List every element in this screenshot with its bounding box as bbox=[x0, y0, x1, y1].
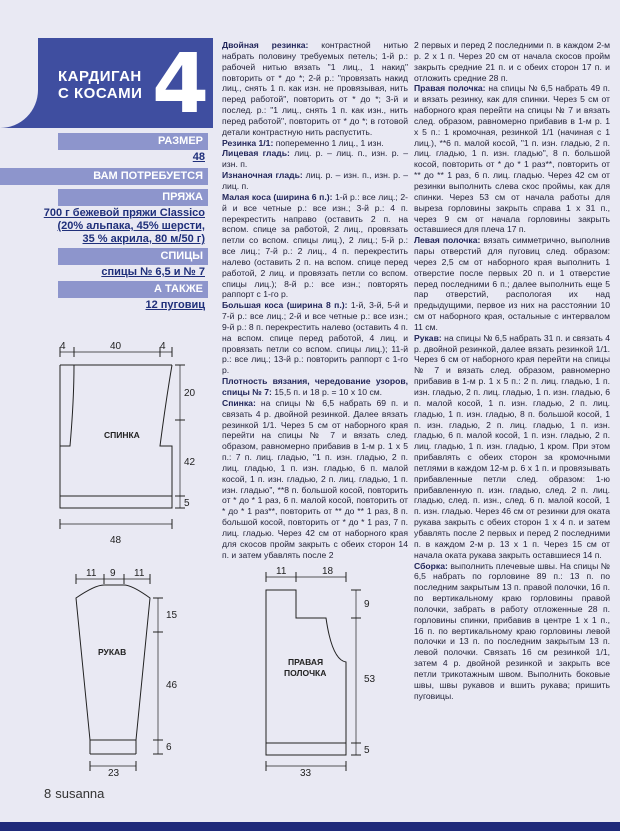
back-dim-top-left: 4 bbox=[60, 341, 66, 352]
back-dim-rib: 5 bbox=[184, 498, 190, 509]
yarn-line-2: (20% альпака, 45% шерсти, bbox=[57, 220, 205, 232]
front-dim-length: 53 bbox=[364, 674, 376, 685]
paragraph-big-cable: Большая коса (ширина 8 п.): 1-й, 3-й, 5-й и 7-й р.: все лиц.; 2-й и все четные р.: все изн.; 9-й р.: 8 п. перекрестить налево (оставить 4 п. на вспом. спице перед работой, 4 лиц. и провязать петли со вспом. спицы лиц.); 11-й р.: все лиц.; 13-й р.: повторить раппорт с 1-го р. bbox=[222, 300, 409, 376]
front-label-line-1: ПРАВАЯ bbox=[288, 657, 324, 667]
paragraph-gauge: Плотность вязания, чередование узоров, спицы № 7: 15,5 п. и 18 р. = 10 х 10 см. bbox=[222, 376, 408, 397]
front-dim-rib: 5 bbox=[364, 745, 370, 756]
yarn-line-1: 700 г бежевой пряжи Classico bbox=[43, 207, 205, 219]
title-banner bbox=[0, 38, 213, 128]
front-dim-top-right: 18 bbox=[322, 566, 334, 577]
sleeve-dim-length: 46 bbox=[166, 680, 178, 691]
back-dim-top-right: 4 bbox=[160, 341, 166, 352]
size-header: РАЗМЕР bbox=[58, 133, 208, 150]
sleeve-dim-top-right: 11 bbox=[134, 568, 145, 579]
magazine-brand: susanna bbox=[55, 786, 105, 801]
paragraph-back: Спинка: на спицы № 6,5 набрать 69 п. и связать 4 р. двойной резинкой. Далее вязать резинкой 1/1. Через 5 см от наборного края перейти на спицы № 7 и вязать след. образом, равномерно прибавив в 1-м р. 1 х 5 п.: 7 п. лиц. гладью, "1 п. изн. гладью, 2 п. лиц. гладью, 1 п. изн. гладью, 6 п. малой косой, 1 п. изн. гладью, 2 п. лиц. гладью, 1 п. изн. гладью", **8 п. большой косой, повторить от * до * 1 раз, 6 п. малой косой, повторить от * до * 1 раз**, повторить от ** до ** 1 раз, 8 п. большой косой, повторить от * до * 1 раз, 7 п. лиц. гладью. Через 42 см от наборного края для скосов пройм закрыть с обеих сторон 14 п. и затем убавлять после 2 bbox=[222, 397, 408, 560]
front-label-line-2: ПОЛОЧКА bbox=[284, 668, 327, 678]
title-line-2: С КОСАМИ bbox=[58, 85, 143, 102]
paragraph-stockinette: Лицевая гладь: лиц. р. – лиц. п., изн. р. – изн. п. bbox=[222, 148, 409, 170]
sleeve-outline bbox=[76, 585, 150, 740]
paragraph-sleeve: Рукав: на спицы № 6,5 набрать 31 п. и связать 4 р. двойной резинкой, далее вязать резинкой 1/1. Через 6 см от наборного края перейти на спицы № 7 и вязать след. образом, равномерно прибавив в 1-м р. 1 х 5 п.: 2 п. лиц. гладью, 1 п. изн. гладью, 2 п. лиц. гладью, 1 п. изн. гладью, 6 п. малой косой, 1 п. изн. гладью, 2 п. лиц. гладью, 1 п. изн. гладью, 8 п. большой косой, 1 п. изн. гладью, 2 п. лиц. гладью, 1 п. изн. гладью, 6 п. малой косой, 1 п. изн. гладью, 2 п. лиц. гладью, 1 п. изн. гладью, 1 кром. При этом прибавлять с обеих сторон за кромочными петлями в каждом 12-м р. 6 х 1 п. и провязывать прибавленные петли след. образом: 1-ю прибавленную п. изн. гладью, след. 2 п. лиц. гладью, след. п. изн., след. 6 п. малой косой, 1 п. изн. гладью. Через 46 см от резинки для оката рукава закрыть с обеих сторон 1 х 4 п. и затем убавлять после 2 первых и перед 2 последними п. в каждом 2-м р. 13 х 1 п. Через 15 см от начала оката рукава закрыть оставшиеся 14 п. bbox=[414, 332, 610, 560]
instructions-column-1 bbox=[222, 40, 408, 561]
back-dim-armhole: 20 bbox=[184, 388, 196, 399]
front-dim-top-left: 11 bbox=[276, 566, 287, 577]
paragraph-rib-1x1: Резинка 1/1: попеременно 1 лиц., 1 изн. bbox=[222, 137, 384, 148]
paragraph-left-front: Левая полочка: вязать симметрично, выполнив пары отверстий для пуговиц след. образом: через 2,5 см от наборного края выполнить 1 отверстие после первых 20 п. и 1 отверстие перед последними 6 п.; далее выполнить еще 5 пар отверстий, распологая их над предыдущими, первое из них на расстоянии 10 см от наборного края, остальные с интервалом 11 см. bbox=[414, 235, 610, 332]
sleeve-dim-top-left: 11 bbox=[86, 568, 97, 579]
project-number: 4 bbox=[152, 38, 210, 128]
page-title bbox=[58, 68, 142, 102]
sleeve-dim-cap: 15 bbox=[166, 610, 178, 621]
paragraph-small-cable: Малая коса (ширина 6 п.): 1-й р.: все лиц.; 2-й и все четные р.: все изн.; 3-й р.: 4 п. перекрестить направо (оставить 2 п. на вспом. спице за работой, 2 лиц., провязать петли со вспом. спицы лиц.), 2 лиц.; 5-й р.: все лиц.; 7-й р.: 2 лиц., 4 п. перекрестить налево (оставить 2 п. на вспом. спице перед работой, 2 лиц. и провязать петли со вспом. спицы лиц.); 8-й р.: все изн.; повторять раппорт с 1-го р. bbox=[222, 191, 408, 300]
also-header: А ТАКЖЕ bbox=[58, 281, 208, 298]
size-value: 48 bbox=[192, 151, 205, 163]
paragraph-right-front: Правая полочка: на спицы № 6,5 набрать 49 п. и вязать резинку, как для спинки. Через 5 см от наборного края перейти на спицы № 7 и вязать след. образом, равномерно прибавив в 1-м р. 1 х 5 п.: 1 кромочная, резинкой 1/1 (начиная с 1 лиц.), **6 п. малой косой, "1 п. изн. гладью, 2 п. лиц. гладью, 1 п. изн. гладью", 8 п. большой косой, повторить от * до * 1 раз**, повторить от ** до ** 1 раз, 6 п. лиц. гладью. Через 42 см от резинки выполнить слева скос проймы, как для спинки. Через 53 см от начала работы для выреза горловины закрыть справа 1 х 31 п., через 9 см от начала горловины закрыть оставшиеся для плеча 17 п. bbox=[414, 83, 610, 235]
yarn-line-3: 35 % акрила, 80 м/50 г) bbox=[82, 233, 205, 245]
back-label: СПИНКА bbox=[104, 430, 140, 440]
instructions-column-2 bbox=[414, 40, 610, 701]
paragraph-back-continued: 2 первых и перед 2 последними п. в каждом 2-м р. 2 х 1 п. Через 20 см от начала скосов пройм закрыть средние 21 п. и с обеих сторон 17 п. и отложить средние 28 п. bbox=[414, 40, 610, 83]
title-line-1: КАРДИГАН bbox=[58, 68, 142, 85]
sleeve-dim-width: 23 bbox=[108, 768, 120, 779]
buttons-value: 12 пуговиц bbox=[145, 299, 205, 311]
sleeve-label: РУКАВ bbox=[98, 647, 127, 657]
sleeve-dim-top-mid: 9 bbox=[110, 568, 116, 579]
bottom-rule bbox=[0, 822, 620, 831]
paragraph-double-rib: Двойная резинка: контрастной нитью набрать половину требуемых петель; 1-й р.: рабочей нитью вязать "1 лиц., 1 накид" повторить от * до *; 2-й р.: "провязать накид лиц., снять 1 п. как изн. не провязывая, нить перед работой", повторить от * до *; 3-й и послед. р.: "1 лиц., снять 1 п. как изн., нить перед работой", повторить от * до *; в готовой детали контрастную нить распустить. bbox=[222, 40, 408, 137]
back-dim-width: 48 bbox=[110, 535, 122, 546]
back-dim-body: 42 bbox=[184, 457, 196, 468]
materials-header: ВАМ ПОТРЕБУЕТСЯ bbox=[0, 168, 208, 185]
back-dim-top-mid: 40 bbox=[110, 341, 122, 352]
needles-header: СПИЦЫ bbox=[58, 248, 208, 265]
paragraph-reverse-stockinette: Изнаночная гладь: лиц. р. – изн. п., изн. р. – лиц. п. bbox=[222, 170, 409, 191]
front-dim-neck: 9 bbox=[364, 599, 370, 610]
sleeve-dim-cuff: 6 bbox=[166, 742, 172, 753]
paragraph-assembly: Сборка: выполнить плечевые швы. На спицы № 6,5 набрать по горловине 89 п.: 13 п. по последним закрытым 13 п. правой полочки, 16 п. по вертикальному краю горловины правой полочки, забрать в работу отложенные 28 п. горловины спинки, прибавив в центре 1 х 1 п., 16 п. по вертикальному краю горловины левой полочки и 13 п. по последним закрытым 13 п. левой полочки. Связать 16 см резинкой 1/1, затем 4 р. двойной резинкой и закрыть все петли трикотажным швом. Выполнить боковые швы, швы рукавов и вшить рукава; пришить пуговицы. bbox=[414, 560, 610, 701]
yarn-header: ПРЯЖА bbox=[58, 189, 208, 206]
page-footer bbox=[44, 786, 104, 801]
needles-value: спицы № 6,5 и № 7 bbox=[101, 266, 205, 278]
front-dim-width: 33 bbox=[300, 768, 312, 779]
page-number: 8 bbox=[44, 786, 52, 801]
